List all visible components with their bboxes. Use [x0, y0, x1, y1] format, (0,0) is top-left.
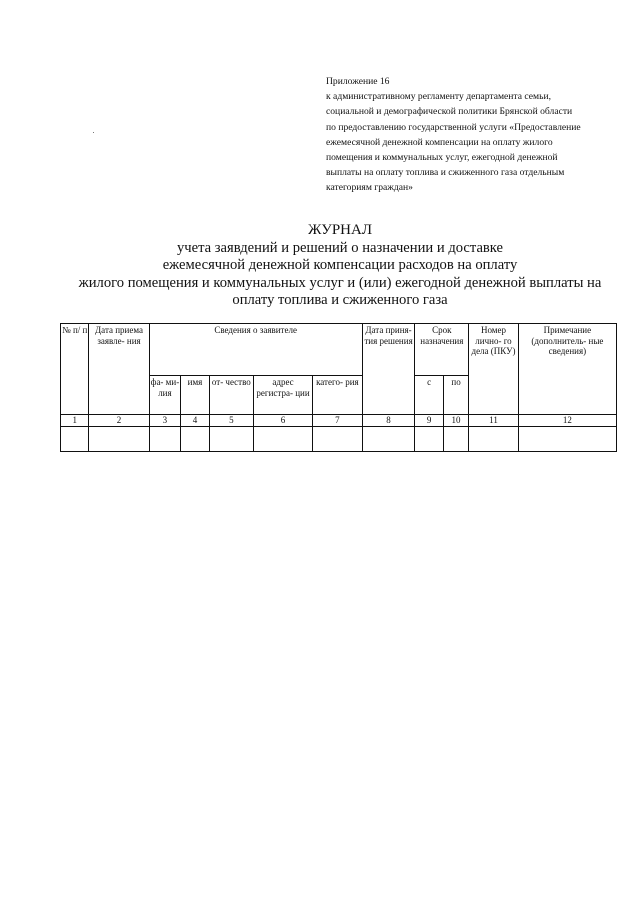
empty-cell — [209, 426, 253, 451]
table-header-row — [61, 324, 617, 376]
column-number: 7 — [313, 415, 363, 427]
appendix-note — [326, 74, 626, 196]
subheader-from: с — [415, 376, 443, 415]
subheader-patronymic: от- чество — [209, 376, 253, 415]
document-title — [40, 222, 640, 310]
empty-cell — [254, 426, 313, 451]
column-number: 11 — [469, 415, 519, 427]
header-period: Срок назначения — [415, 324, 469, 376]
column-number: 9 — [415, 415, 443, 427]
column-number: 10 — [443, 415, 468, 427]
column-number: 2 — [89, 415, 149, 427]
appendix-line: помещения и коммунальных услуг, ежегодной денежной — [326, 152, 558, 164]
header-case-number: Номер лично- го дела (ПКУ) — [469, 324, 519, 415]
empty-cell — [61, 426, 89, 451]
appendix-line: Приложение 16 — [326, 76, 390, 87]
column-number: 4 — [181, 415, 209, 427]
column-number: 3 — [149, 415, 181, 427]
appendix-line: социальной и демографической политики Брянской области — [326, 106, 573, 118]
column-number: 5 — [209, 415, 253, 427]
column-number: 6 — [254, 415, 313, 427]
empty-cell — [443, 426, 468, 451]
empty-cell — [415, 426, 443, 451]
empty-cell — [181, 426, 209, 451]
subheader-surname: фа- ми- лия — [149, 376, 181, 415]
empty-cell — [518, 426, 616, 451]
empty-cell — [313, 426, 363, 451]
journal-heading: ЖУРНАЛ — [307, 222, 373, 238]
column-number-row — [61, 415, 617, 427]
column-number: 8 — [362, 415, 415, 427]
header-date-received: Дата приема заявле- ния — [89, 324, 149, 415]
title-line: жилого помещения и коммунальных услуг и (или) ежегодной денежной выплаты на — [78, 274, 602, 291]
empty-cell — [149, 426, 181, 451]
scan-speck — [93, 132, 94, 133]
header-note: Примечание (дополнитель- ные сведения) — [518, 324, 616, 415]
subheader-category: катего- рия — [313, 376, 363, 415]
table-empty-row — [61, 426, 617, 451]
appendix-line: по предоставлению государственной услуги «Предоставление — [326, 121, 581, 133]
subheader-to: по — [443, 376, 468, 415]
column-number: 1 — [61, 415, 89, 427]
subheader-name: имя — [181, 376, 209, 415]
appendix-line: категориям граждан» — [326, 182, 413, 194]
empty-cell — [469, 426, 519, 451]
appendix-line: к административному регламенту департамента семьи, — [326, 91, 552, 103]
header-num: № п/ п — [61, 324, 89, 415]
appendix-line: выплаты на оплату топлива и сжиженного газа отдельным — [326, 167, 565, 179]
header-applicant: Сведения о заявителе — [149, 324, 362, 376]
header-decision-date: Дата приня- тия решения — [362, 324, 415, 415]
empty-cell — [362, 426, 415, 451]
empty-cell — [89, 426, 149, 451]
title-line: оплату топлива и сжиженного газа — [232, 292, 448, 308]
column-number: 12 — [518, 415, 616, 427]
title-line: ежемесячной денежной компенсации расходов на оплату — [162, 257, 518, 273]
subheader-address: адрес регистра- ции — [254, 376, 313, 415]
journal-table — [60, 323, 617, 452]
appendix-line: ежемесячной денежной компенсации на оплату жилого — [326, 136, 553, 148]
title-line: учета заявдений и решений о назначении и доставке — [176, 239, 504, 256]
